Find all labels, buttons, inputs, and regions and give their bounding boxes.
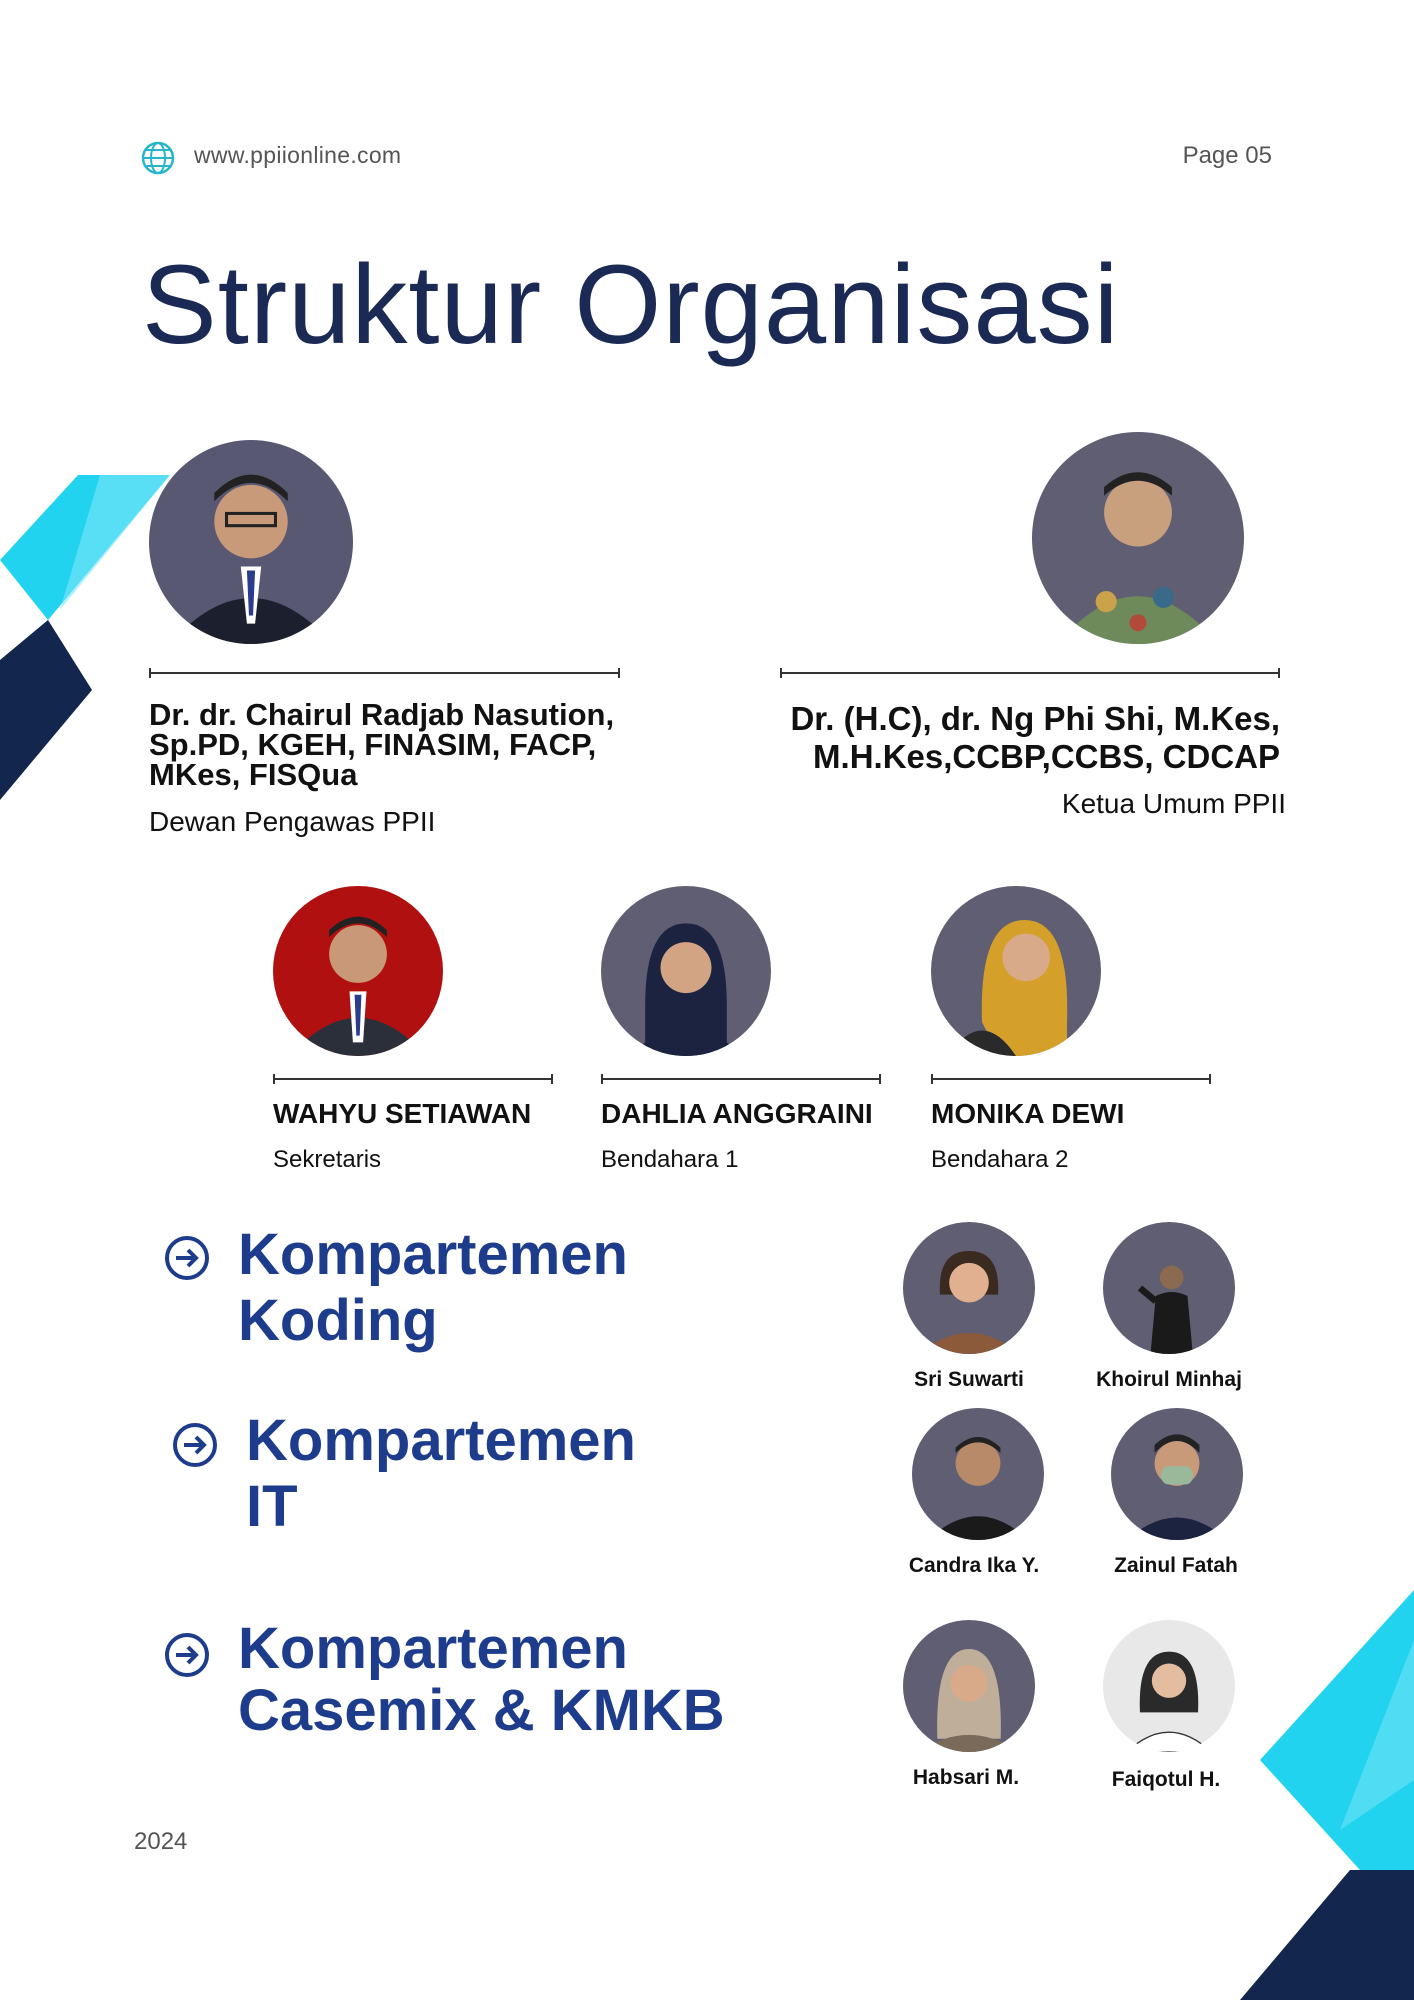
leader-2-name: Dr. (H.C), dr. Ng Phi Shi, M.Kes, M.H.Kes,CCBP,CCBS, CDCAP [790,700,1280,775]
avatar-officer-2 [601,886,771,1056]
officer-3-role: Bendahara 2 [931,1146,1069,1173]
officer-1-role: Sekretaris [273,1146,382,1173]
footer-year: 2024 [134,1828,188,1855]
member-name: Faiqotul H. [1111,1768,1221,1791]
divider-leader-2 [780,672,1280,674]
member-name: Candra Ika Y. [908,1554,1040,1577]
divider-officer-1 [273,1078,553,1080]
member-name: Habsari M. [912,1766,1020,1789]
officer-1-name: WAHYU SETIAWAN [273,1098,532,1129]
globe-icon [140,140,176,176]
officer-3-name: MONIKA DEWI [931,1098,1125,1129]
avatar-member [1103,1222,1235,1354]
arrow-circle-right-icon [164,1235,210,1281]
divider-leader-1 [149,672,620,674]
avatar-member [1111,1408,1243,1540]
avatar-member [1103,1620,1235,1752]
officer-2-role: Bendahara 1 [601,1146,739,1173]
department-casemix-title: Kompartemen Casemix & KMKB [238,1616,725,1743]
member-name: Khoirul Minhaj [1096,1368,1242,1391]
avatar-leader-2 [1032,432,1244,644]
page-number: Page 05 [1182,142,1272,169]
department-it-title: Kompartemen IT [246,1408,636,1539]
avatar-officer-3 [931,886,1101,1056]
officer-2-name: DAHLIA ANGGRAINI [601,1098,873,1129]
page-title: Struktur Organisasi [142,242,1120,367]
arrow-circle-right-icon [164,1632,210,1678]
leader-2-role: Ketua Umum PPII [1061,788,1286,819]
website-url[interactable]: www.ppiionline.com [194,142,402,168]
leader-1-role: Dewan Pengawas PPII [149,806,436,837]
divider-officer-3 [931,1078,1211,1080]
leader-1-name: Dr. dr. Chairul Radjab Nasution, Sp.PD, KGEH, FINASIM, FACP, MKes, FISQua [149,697,615,792]
avatar-member [903,1222,1035,1354]
avatar-officer-1 [273,886,443,1056]
divider-officer-2 [601,1078,881,1080]
avatar-member [903,1620,1035,1752]
arrow-circle-right-icon [172,1422,218,1468]
avatar-member [912,1408,1044,1540]
decor-right-shapes [1240,1580,1414,2000]
avatar-leader-1 [149,440,353,644]
member-name: Zainul Fatah [1114,1554,1238,1577]
department-koding-title: Kompartemen Koding [238,1222,628,1353]
member-name: Sri Suwarti [914,1368,1024,1391]
